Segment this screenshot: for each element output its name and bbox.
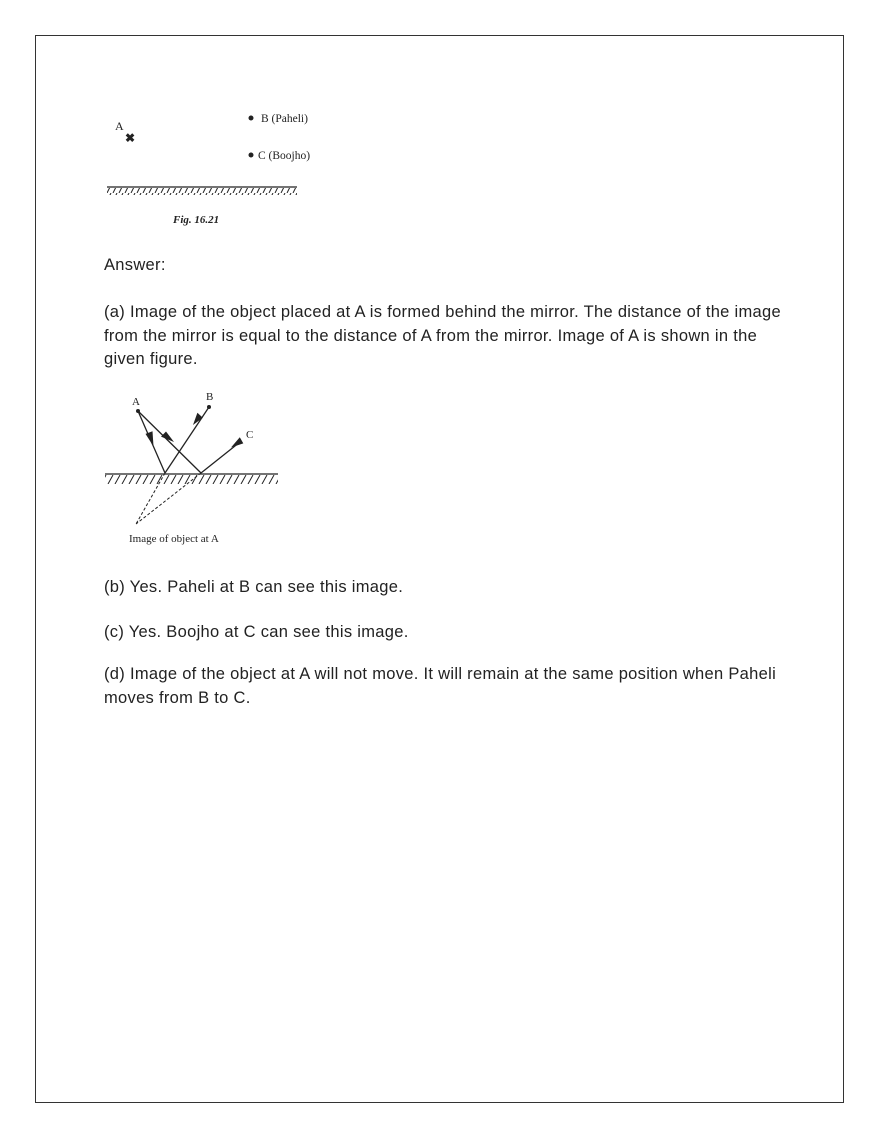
ray-arrowheads: [146, 413, 244, 448]
image-caption: Image of object at A: [129, 533, 219, 545]
point-b-label: B (Paheli): [261, 113, 308, 125]
label-a: A: [132, 396, 140, 408]
figure-16-21: [100, 105, 340, 235]
answer-heading: Answer:: [104, 256, 166, 274]
label-b: B: [206, 391, 214, 403]
point-b-dot: [249, 116, 254, 121]
mirror-hatching: [105, 475, 278, 484]
figure-caption: Fig. 16.21: [173, 214, 220, 226]
answer-part-a: (a) Image of the object placed at A is formed behind the mirror. The distance of the image from the mirror is equal to the distance of A from the mirror. Image of A is shown in the given figure.: [104, 303, 781, 368]
answer-part-b: (b) Yes. Paheli at B can see this image.: [104, 578, 404, 596]
answer-part-d: (d) Image of the object at A will not move. It will remain at the same position when Paheli moves from B to C.: [104, 665, 777, 707]
light-rays: [138, 407, 240, 473]
point-c-label: C (Boojho): [258, 150, 311, 162]
point-c-dot: [249, 153, 254, 158]
answer-part-c: (c) Yes. Boojho at C can see this image.: [104, 623, 409, 641]
mirror-hatching: [107, 188, 297, 195]
label-c: C: [246, 429, 254, 441]
point-a-cross-icon: ✖: [125, 131, 136, 145]
reflection-figure: [100, 385, 300, 555]
point-a-label: A: [115, 119, 124, 133]
